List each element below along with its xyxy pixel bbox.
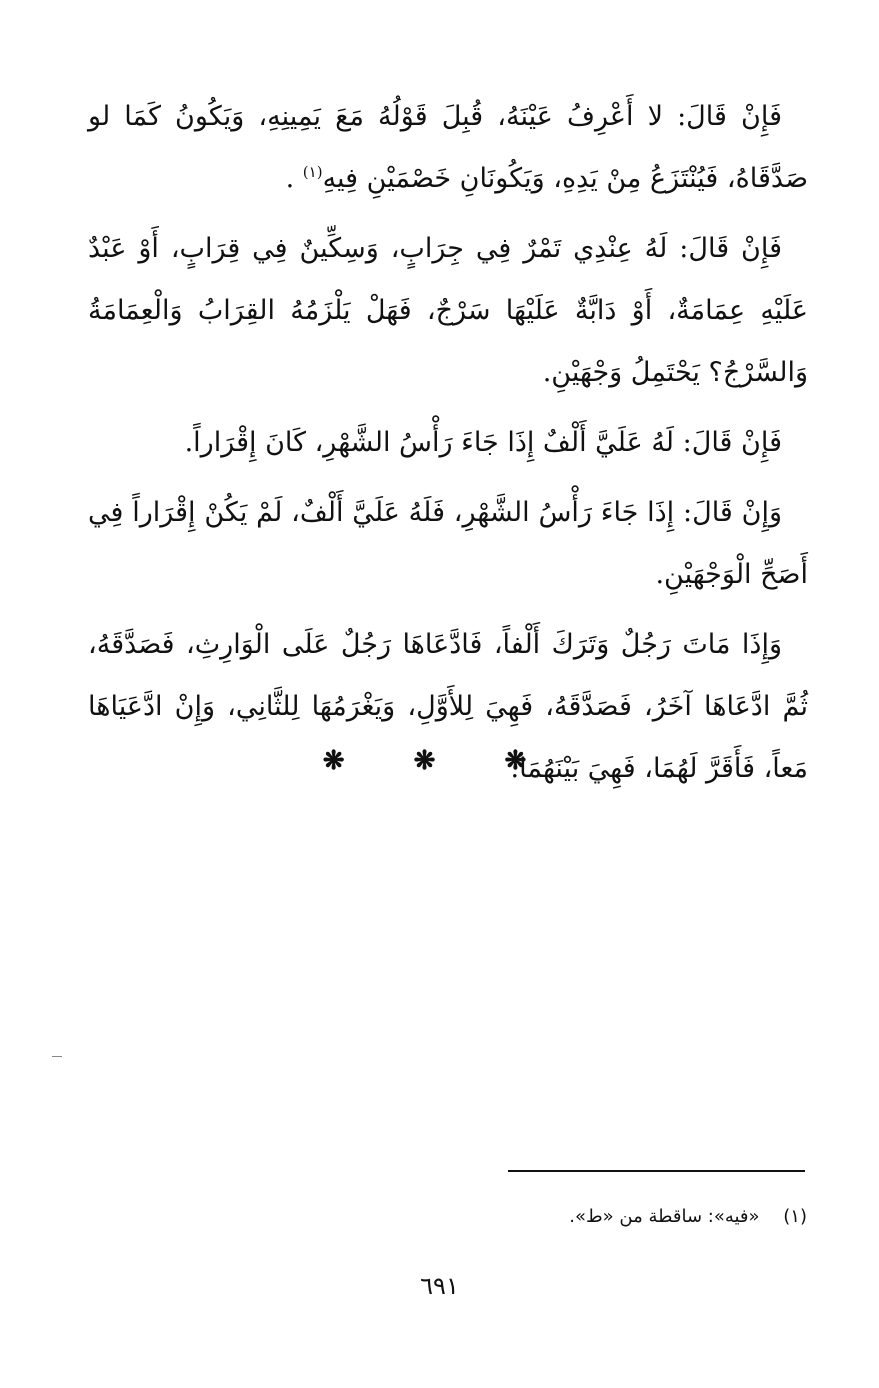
paragraph-1-end: .	[285, 163, 303, 194]
paragraph-1	[88, 86, 808, 210]
scan-speck	[52, 1056, 62, 1057]
footnote-divider	[508, 1170, 805, 1172]
section-separator: ❋ ❋ ❋	[322, 746, 557, 776]
footnote-text: «فيه»: ساقطة من «ط».	[569, 1206, 760, 1227]
main-text	[88, 86, 808, 808]
paragraph-1-text: فَإِنْ قَالَ: لا أَعْرِفُ عَيْنَهُ، قُبِلَ قَوْلُهُ مَعَ يَمِينِهِ، وَيَكُونُ كَمَا لو صَدَّقَاهُ، فَيُنْتَزَعُ مِنْ يَدِهِ، وَيَكُونَانِ خَصْمَيْنِ فِيهِ	[88, 101, 808, 194]
footnote-number: (١)	[783, 1206, 807, 1227]
page-number: ٦٩١	[420, 1272, 459, 1300]
paragraph-2: فَإِنْ قَالَ: لَهُ عِنْدِي تَمْرٌ فِي جِرَابٍ، وَسِكِّينٌ فِي قِرَابٍ، أَوْ عَبْدٌ عَلَيْهِ عِمَامَةٌ، أَوْ دَابَّةٌ عَلَيْهَا سَرْجٌ، فَهَلْ يَلْزَمُهُ القِرَابُ وَالْعِمَامَةُ وَالسَّرْجُ؟ يَحْتَمِلُ وَجْهَيْنِ.	[88, 233, 808, 388]
footnote-reference: (١)	[302, 163, 323, 181]
paragraph-5: وَإِذَا مَاتَ رَجُلٌ وَتَرَكَ أَلْفاً، فَادَّعَاهَا رَجُلٌ عَلَى الْوَارِثِ، فَصَدَّقَهُ، ثُمَّ ادَّعَاهَا آخَرُ، فَصَدَّقَهُ، فَهِيَ لِلأَوَّلِ، وَيَغْرَمُهَا لِلثَّانِي، وَإِنْ ادَّعَيَاهَا مَعاً، فَأَقَرَّ لَهُمَا، فَهِيَ بَيْنَهُمَا.	[88, 629, 808, 784]
paragraph-4: وَإِنْ قَالَ: إِذَا جَاءَ رَأْسُ الشَّهْرِ، فَلَهُ عَلَيَّ أَلْفٌ، لَمْ يَكُنْ إِقْرَاراً فِي أَصَحِّ الْوَجْهَيْنِ.	[88, 497, 808, 590]
paragraph-3: فَإِنْ قَالَ: لَهُ عَلَيَّ أَلْفٌ إِذَا جَاءَ رَأْسُ الشَّهْرِ، كَانَ إِقْرَاراً.	[184, 427, 782, 458]
footnote	[107, 1206, 807, 1227]
